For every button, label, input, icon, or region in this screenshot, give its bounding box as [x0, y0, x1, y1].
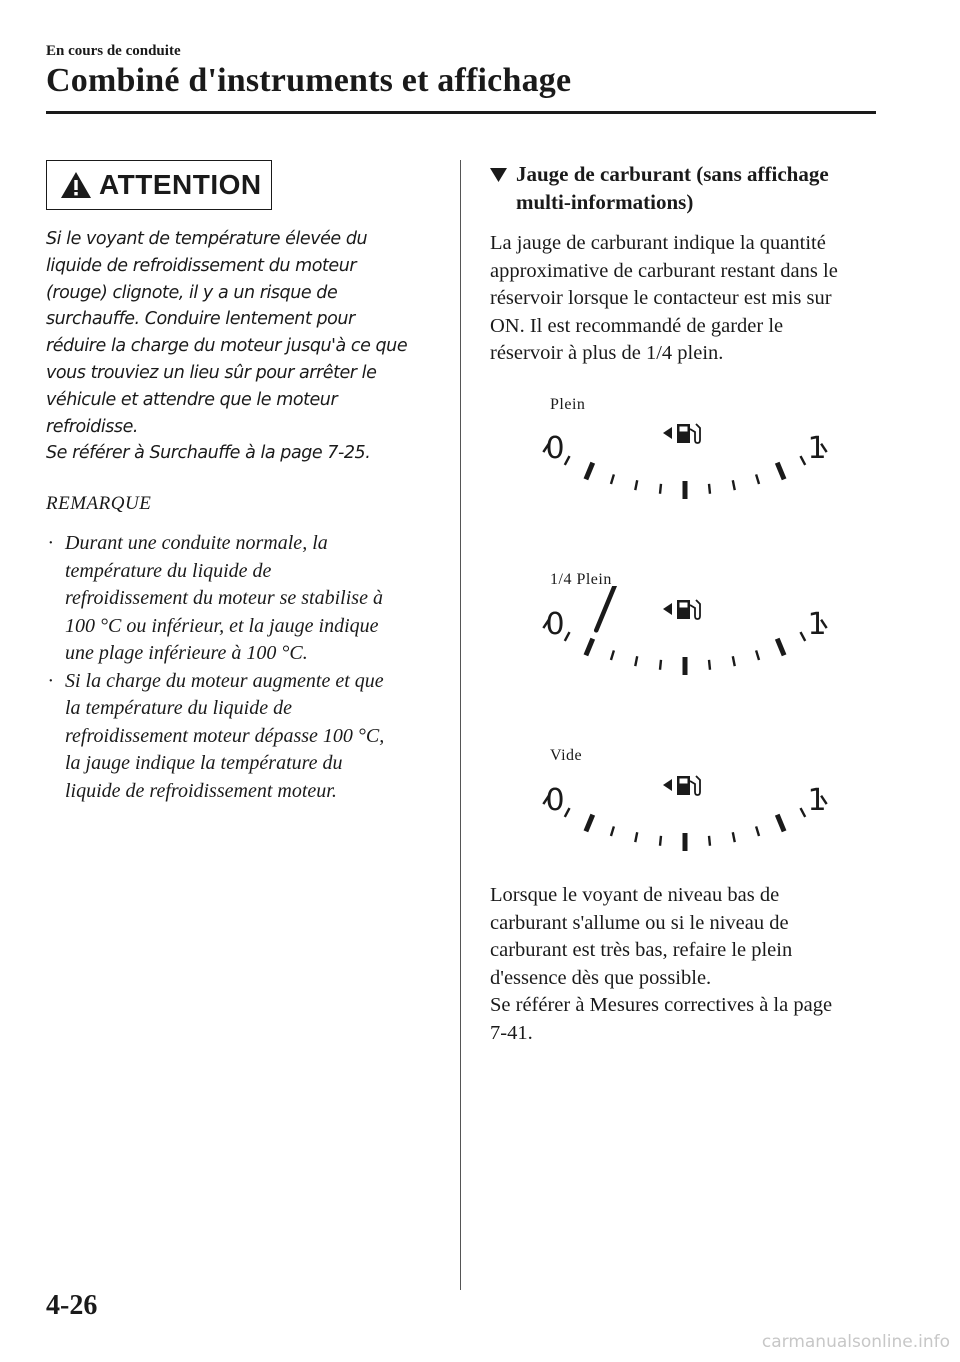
remark-item — [48, 530, 434, 668]
outro-line: carburant s'allume ou si le niveau de — [490, 911, 789, 934]
gauge-tick — [586, 463, 593, 480]
arrow-left-icon — [663, 779, 672, 791]
outro-line: Lorsque le voyant de niveau bas de — [490, 884, 780, 906]
remark-line: la jauge indique la température du — [65, 752, 343, 774]
remark-line: Durant une conduite normale, la — [65, 532, 328, 554]
remark-line: Si la charge du moteur augmente et que — [65, 669, 384, 692]
gauge-label-full: Plein — [550, 396, 586, 413]
outro-line: carburant est très bas, refaire le plein — [490, 939, 793, 961]
gauge-tick — [565, 456, 570, 465]
fuel-pump-icon — [677, 776, 700, 795]
remark-list — [48, 530, 434, 805]
gauge-tick — [709, 836, 710, 846]
remark-title: REMARQUE — [46, 493, 152, 514]
gauge-tick — [733, 656, 735, 666]
title-rule — [46, 111, 876, 114]
gauge-tick — [709, 660, 710, 670]
fuel-gauge-heading — [490, 160, 880, 216]
gauge-tick — [565, 808, 570, 817]
gauge-max-label: 1 — [807, 431, 827, 466]
remark-line: liquide de refroidissement moteur. — [65, 779, 337, 802]
warning-line: réduire la charge du moteur jusqu'à ce que — [46, 336, 408, 357]
fuel-gauge-full — [535, 410, 835, 530]
warning-line: liquide de refroidissement du moteur — [46, 255, 357, 276]
gauge-tick — [611, 650, 614, 660]
remark-line: 100 °C ou inférieur, et la jauge indique — [65, 614, 379, 637]
gauge-tick — [733, 832, 735, 842]
gauge-tick — [733, 480, 735, 490]
gauge-tick — [660, 484, 661, 494]
warning-box — [46, 160, 272, 210]
gauge-tick — [635, 832, 637, 842]
fuel-pump-icon — [677, 424, 700, 443]
gauge-label-empty: Vide — [550, 747, 583, 764]
gauge-tick — [777, 463, 784, 480]
gauge-tick — [635, 656, 637, 666]
remark-line: refroidissement moteur dépasse 100 °C, — [65, 724, 385, 747]
fuel-gauge-empty — [535, 762, 835, 882]
gauge-tick — [800, 632, 805, 641]
remark-item — [48, 668, 434, 806]
gauge-min-label: 0 — [545, 431, 565, 466]
intro-line: ON. Il est recommandé de garder le — [490, 314, 784, 337]
watermark: carmanualsonline.info — [761, 1332, 950, 1352]
triangle-down-icon — [490, 168, 507, 182]
gauge-max-label: 1 — [807, 607, 827, 642]
gauge-tick — [586, 639, 593, 656]
bullet-icon: · — [48, 669, 53, 692]
gauge-max-label: 1 — [807, 783, 827, 818]
intro-line: réservoir lorsque le contacteur est mis sur — [490, 287, 832, 309]
fuel-pump-icon — [677, 600, 700, 619]
outro-line: Se référer à Mesures correctives à la page — [490, 994, 833, 1016]
gauge-tick — [635, 480, 637, 490]
heading-line: multi-informations) — [516, 190, 694, 214]
warning-line: vous trouviez un lieu sûr pour arrêter le — [46, 362, 377, 383]
gauge-tick — [611, 826, 614, 836]
fuel-outro — [490, 882, 880, 1047]
outro-line: 7-41. — [490, 1021, 533, 1044]
remark-line: la température du liquide de — [65, 697, 292, 719]
intro-line: approximative de carburant restant dans le — [490, 259, 838, 282]
gauge-tick — [756, 826, 759, 836]
gauge-tick — [800, 808, 805, 817]
page-number: 4-26 — [46, 1290, 98, 1321]
remark-line: une plage inférieure à 100 °C. — [65, 642, 308, 664]
warning-text — [46, 226, 446, 467]
gauge-min-label: 0 — [545, 783, 565, 818]
fuel-intro — [490, 230, 880, 368]
gauge-tick — [777, 815, 784, 832]
warning-line: (rouge) clignote, il y a un risque de — [46, 282, 338, 303]
section-label: En cours de conduite — [46, 43, 181, 59]
intro-line: La jauge de carburant indique la quantité — [490, 232, 826, 254]
warning-line: surchauffe. Conduire lentement pour — [46, 309, 355, 330]
arrow-left-icon — [663, 603, 672, 615]
gauge-tick — [756, 650, 759, 660]
gauge-tick — [800, 456, 805, 465]
gauge-tick — [709, 484, 710, 494]
bullet-icon: · — [48, 532, 53, 554]
warning-line: refroidisse. — [46, 416, 139, 437]
remark-line: refroidissement du moteur se stabilise à — [65, 587, 383, 609]
intro-line: réservoir à plus de 1/4 plein. — [490, 342, 724, 364]
column-divider — [460, 160, 461, 1290]
warning-line: véhicule et attendre que le moteur — [46, 389, 338, 410]
gauge-needle — [596, 586, 615, 630]
outro-line: d'essence dès que possible. — [490, 966, 712, 989]
gauge-min-label: 0 — [545, 607, 565, 642]
remark-line: température du liquide de — [65, 559, 272, 582]
gauge-label-quarter: 1/4 Plein — [550, 571, 612, 588]
gauge-tick — [611, 474, 614, 484]
gauge-tick — [565, 632, 570, 641]
arrow-left-icon — [663, 427, 672, 439]
warning-triangle-icon — [59, 170, 93, 200]
gauge-tick — [586, 815, 593, 832]
warning-line: Se référer à Surchauffe à la page 7-25. — [46, 443, 371, 464]
gauge-tick — [660, 836, 661, 846]
fuel-gauge-quarter — [535, 586, 835, 706]
warning-title: ATTENTION — [99, 169, 262, 200]
gauge-tick — [660, 660, 661, 670]
gauge-tick — [777, 639, 784, 656]
gauge-tick — [756, 474, 759, 484]
page-title: Combiné d'instruments et affichage — [46, 62, 572, 99]
warning-line: Si le voyant de température élevée du — [46, 229, 368, 249]
heading-line: Jauge de carburant (sans affichage — [516, 162, 829, 186]
